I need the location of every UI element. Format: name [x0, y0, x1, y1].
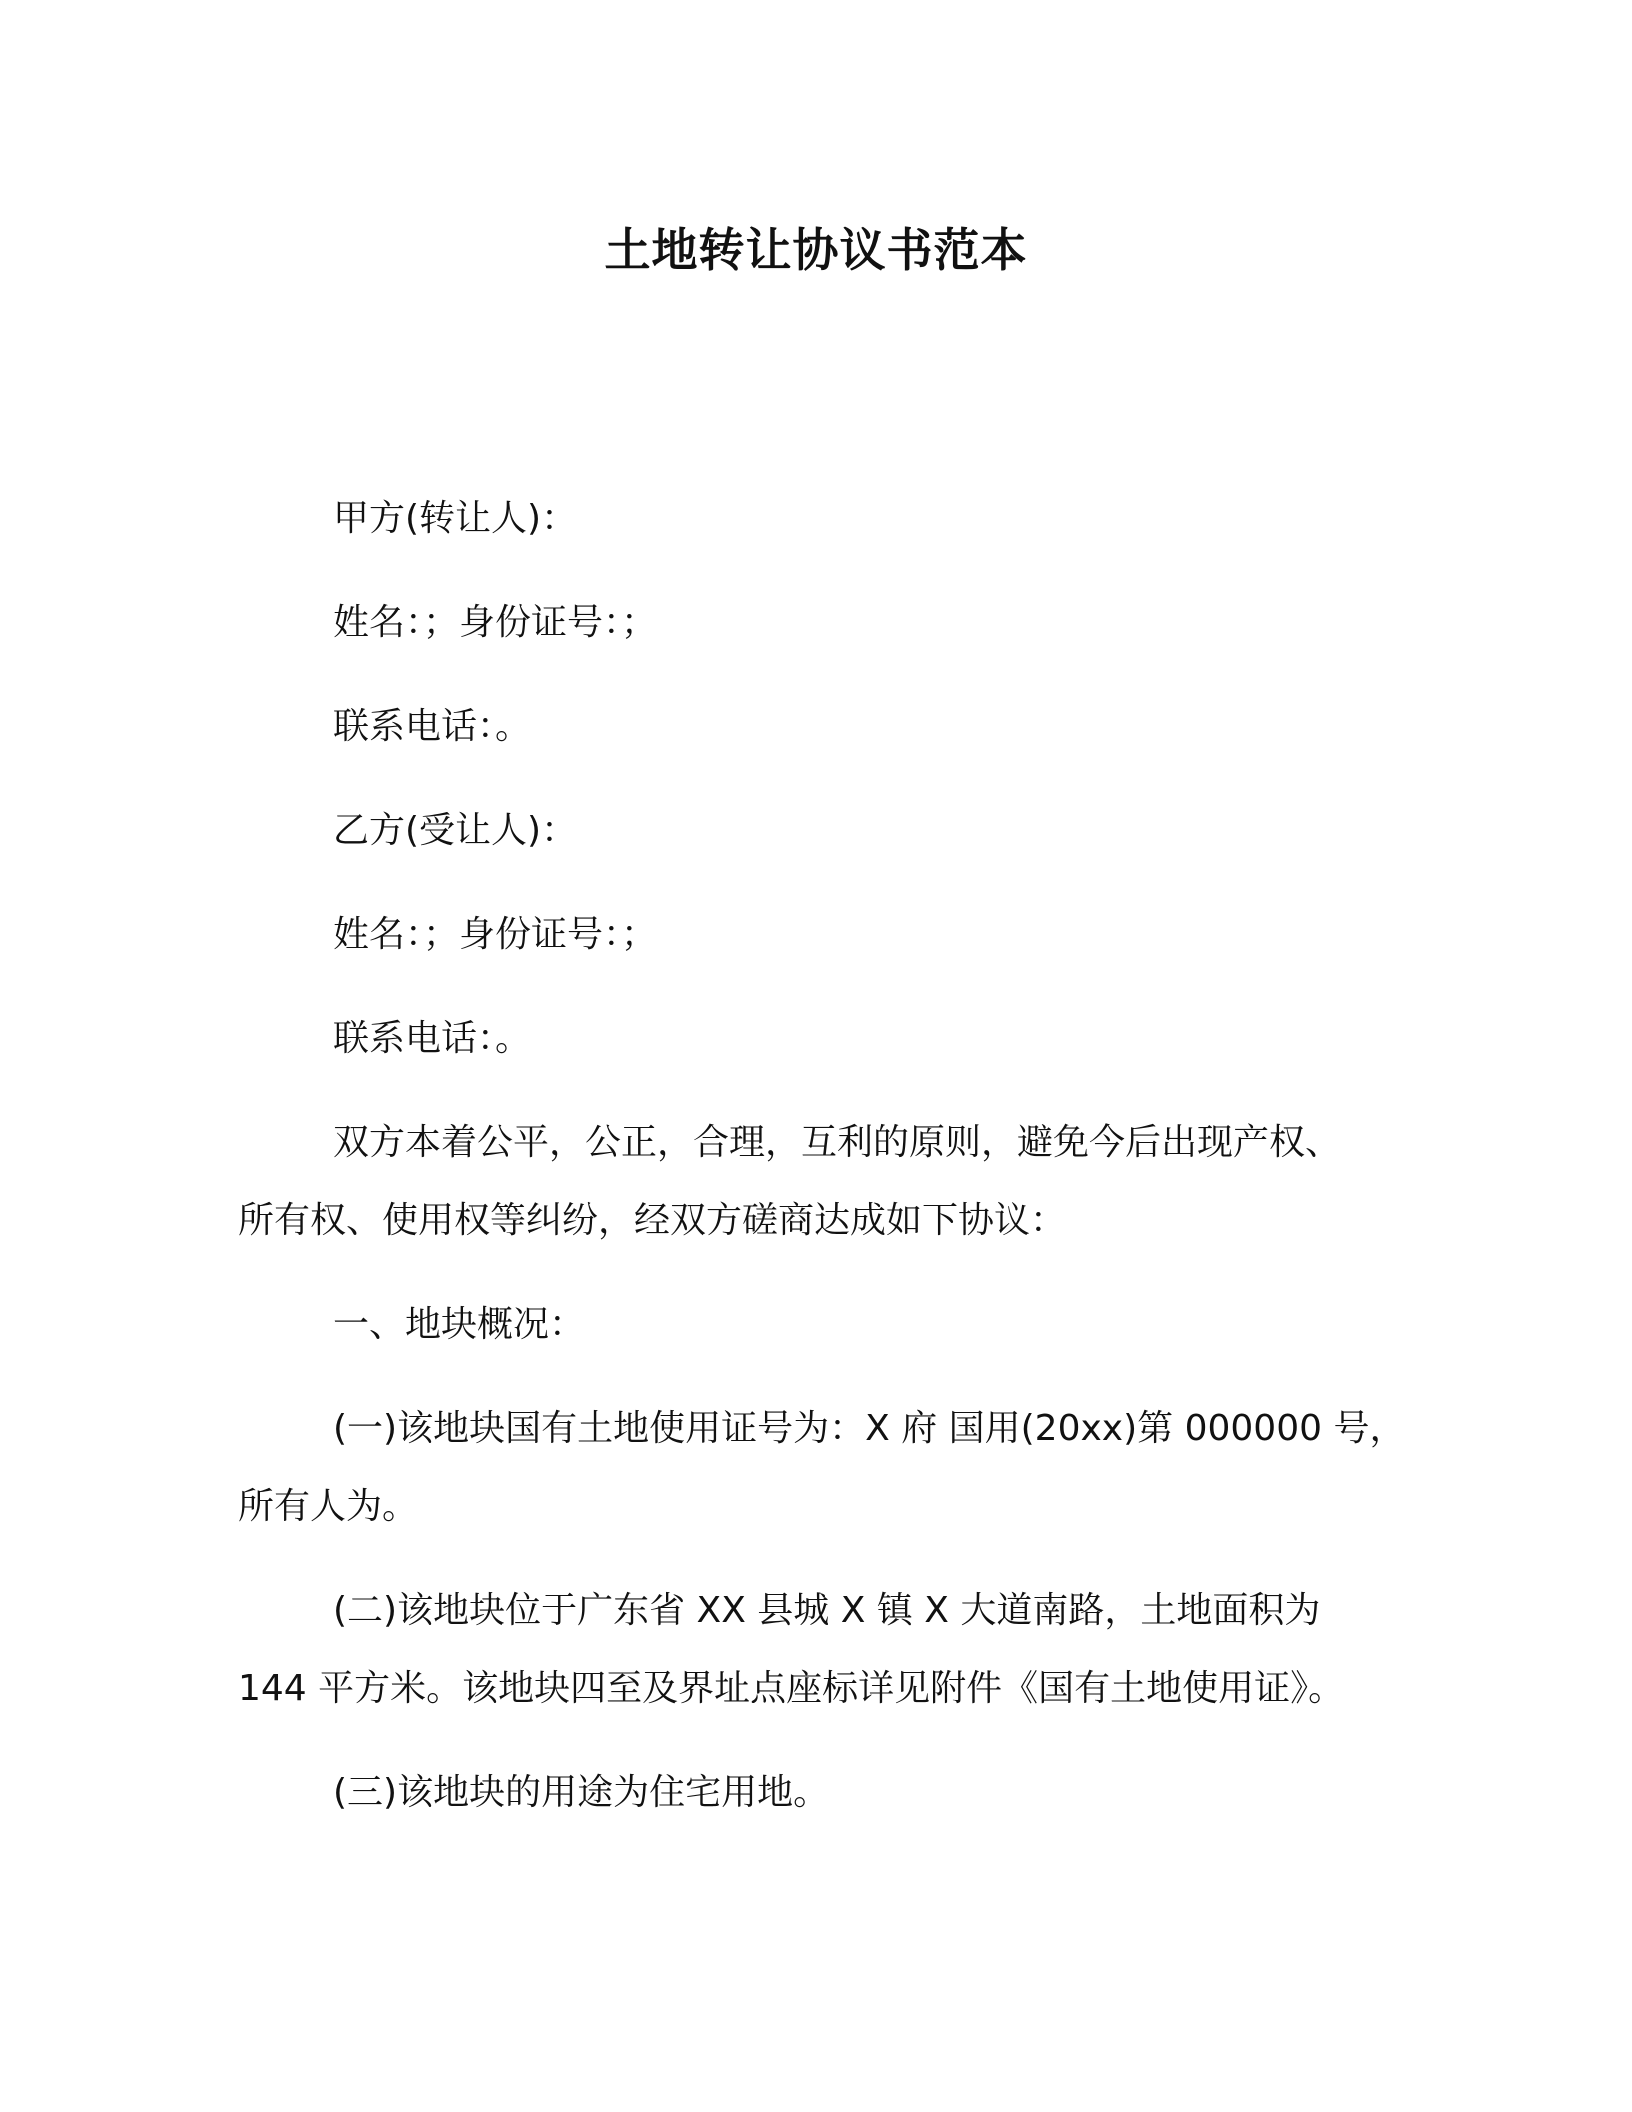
party-a-heading: 甲方(转让人)： — [333, 498, 578, 539]
preamble-line-1: 双方本着公平，公正，合理，互利的原则，避免今后出现产权、 — [333, 1122, 1342, 1163]
clause-3-line-1: (三)该地块的用途为住宅用地。 — [333, 1772, 830, 1813]
party-a-phone: 联系电话：。 — [333, 706, 532, 747]
section-1-heading: 一、地块概况： — [333, 1304, 586, 1345]
clause-2-line-2: 144 平方米。该地块四至及界址点座标详见附件《国有土地使用证》。 — [238, 1668, 1345, 1709]
party-b-name-id: 姓名：；身份证号：； — [333, 914, 658, 955]
party-b-phone: 联系电话：。 — [333, 1018, 532, 1059]
clause-1-line-2: 所有人为。 — [238, 1486, 419, 1527]
party-b-heading: 乙方(受让人)： — [333, 810, 578, 851]
clause-1-line-1: (一)该地块国有土地使用证号为：X 府 国用(20xx)第 000000 号， — [333, 1408, 1406, 1449]
party-a-name-id: 姓名：；身份证号：； — [333, 602, 658, 643]
preamble-line-2: 所有权、使用权等纠纷，经双方磋商达成如下协议： — [238, 1200, 1067, 1241]
clause-2-line-1: (二)该地块位于广东省 XX 县城 X 镇 X 大道南路，土地面积为 — [333, 1590, 1321, 1631]
document-title: 土地转让协议书范本 — [604, 223, 1028, 277]
